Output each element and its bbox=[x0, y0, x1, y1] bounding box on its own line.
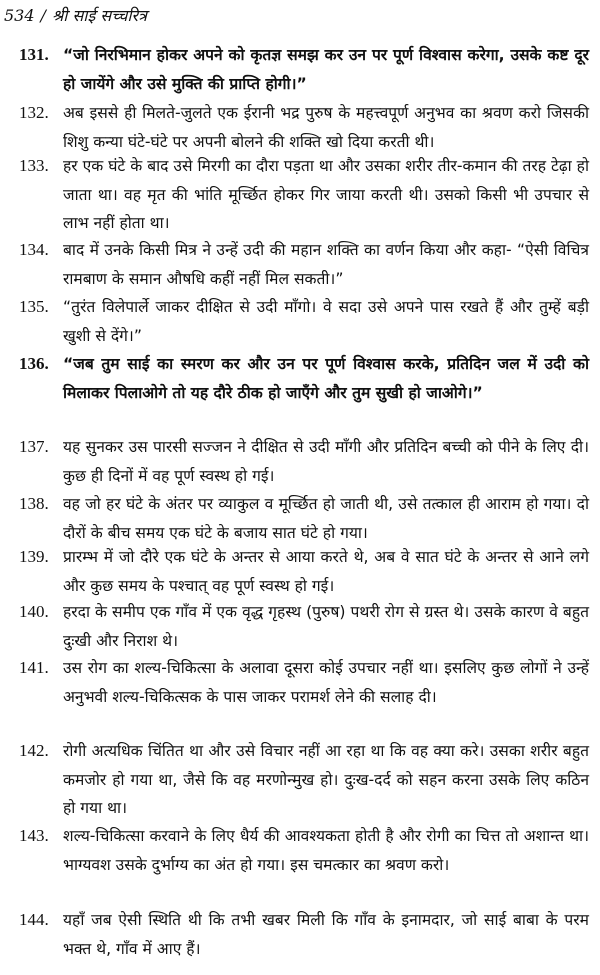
running-header bbox=[4, 6, 147, 26]
header-separator: / bbox=[40, 6, 46, 25]
verse-text: अब इससे ही मिलते-जुलते एक ईरानी भद्र पुरुष के महत्त्वपूर्ण अनुभव का श्रवण करो जिसकी शिशु कन्या घंटे-घंटे पर अपनी बोलने की शक्ति खो दिया करती थी। bbox=[63, 104, 589, 151]
verse-number: 134. bbox=[19, 240, 49, 259]
verse-text: “जो निरभिमान होकर अपने को कृतज्ञ समझ कर उन पर पूर्ण विश्वास करेगा, उसके कष्ट दूर हो जायेंगे और उसे मुक्ति की प्राप्ति होगी।” bbox=[63, 46, 589, 93]
verse-number: 135. bbox=[19, 297, 49, 316]
verse-text: “जब तुम साई का स्मरण कर और उन पर पूर्ण विश्वास करके, प्रतिदिन जल में उदी को मिलाकर पिलाओगे तो यह दौरे ठीक हो जाएँगे और तुम सुखी हो जाओगे।” bbox=[63, 355, 589, 402]
verse-text: हरदा के समीप एक गाँव में एक वृद्ध गृहस्थ (पुरुष) पथरी रोग से ग्रस्त थे। उसके कारण वे बहुत दुःखी और निराश थे। bbox=[63, 603, 589, 650]
verse-number: 140. bbox=[19, 602, 49, 621]
verse-number: 137. bbox=[19, 437, 49, 456]
verse-number: 142. bbox=[19, 741, 49, 760]
verse-number: 138. bbox=[19, 494, 49, 513]
verse-number: 143. bbox=[19, 826, 49, 845]
verse-text: यहाँ जब ऐसी स्थिति थी कि तभी खबर मिली कि गाँव के इनामदार, जो साई बाबा के परम भक्त थे, गाँव में आए हैं। bbox=[63, 911, 589, 958]
verse-text: रोगी अत्यधिक चिंतित था और उसे विचार नहीं आ रहा था कि वह क्या करे। उसका शरीर बहुत कमजोर हो गया था, जैसे कि वह मरणोन्मुख हो। दुःख-दर्द को सहन करना उसके लिए कठिन हो गया था। bbox=[63, 742, 589, 817]
verse-number: 139. bbox=[19, 547, 49, 566]
verse-number: 136. bbox=[19, 354, 49, 373]
verse-text: “तुरंत विलेपार्ले जाकर दीक्षित से उदी माँगो। वे सदा उसे अपने पास रखते हैं और तुम्हें बड़ी खुशी से देंगे।” bbox=[63, 298, 589, 345]
verse-text: उस रोग का शल्य-चिकित्सा के अलावा दूसरा कोई उपचार नहीं था। इसलिए कुछ लोगों ने उन्हें अनुभवी शल्य-चिकित्सक के पास जाकर परामर्श लेने की सलाह दी। bbox=[63, 659, 589, 706]
verse-number: 144. bbox=[19, 910, 49, 929]
verse-number: 141. bbox=[19, 658, 49, 677]
verse-number: 133. bbox=[19, 156, 49, 175]
verse-number: 132. bbox=[19, 103, 49, 122]
verse-text: वह जो हर घंटे के अंतर पर व्याकुल व मूर्च्छित हो जाती थी, उसे तत्काल ही आराम हो गया। दो दौरों के बीच समय एक घंटे के बजाय सात घंटे हो गया। bbox=[63, 495, 589, 542]
verse-text: प्रारम्भ में जो दौरे एक घंटे के अन्तर से आया करते थे, अब वे सात घंटे के अन्तर से आने लगे और कुछ समय के पश्चात् वह पूर्ण स्वस्थ हो गई। bbox=[63, 548, 589, 595]
verse-number: 131. bbox=[19, 45, 49, 64]
verse-text: हर एक घंटे के बाद उसे मिरगी का दौरा पड़ता था और उसका शरीर तीर-कमान की तरह टेढ़ा हो जाता था। वह मृत की भांति मूर्च्छित होकर गिर जाया करती थी। उसको किसी भी उपचार से लाभ नहीं होता था। bbox=[63, 157, 589, 232]
verse-text: बाद में उनके किसी मित्र ने उन्हें उदी की महान शक्ति का वर्णन किया और कहा- “ऐसी विचित्र रामबाण के समान औषधि कहीं नहीं मिल सकती।” bbox=[63, 241, 589, 288]
page-number: 534 bbox=[4, 6, 35, 25]
book-title: श्री साई सच्चरित्र bbox=[51, 6, 147, 25]
verse-text: शल्य-चिकित्सा करवाने के लिए धैर्य की आवश्यकता होती है और रोगी का चित्त तो अशान्त था। भाग्यवश उसके दुर्भाग्य का अंत हो गया। इस चमत्कार का श्रवण करो। bbox=[63, 827, 589, 874]
verse-text: यह सुनकर उस पारसी सज्जन ने दीक्षित से उदी माँगी और प्रतिदिन बच्ची को पीने के लिए दी। कुछ ही दिनों में वह पूर्ण स्वस्थ हो गई। bbox=[63, 438, 589, 485]
